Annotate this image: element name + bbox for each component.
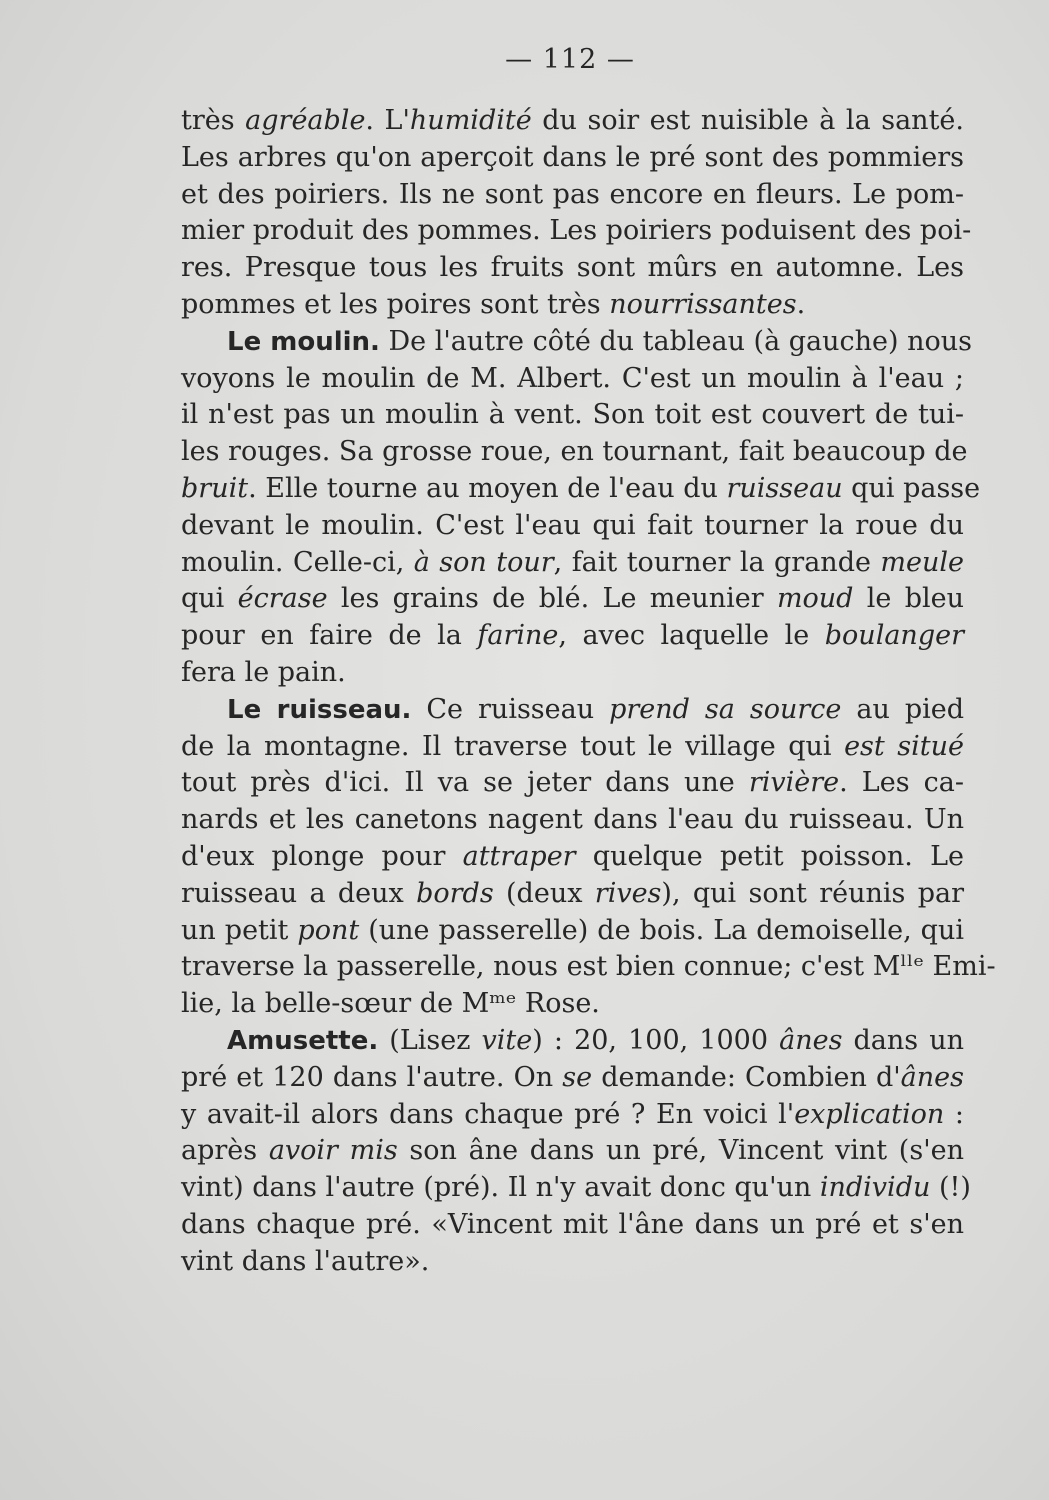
text-segment: . Elle tourne au moyen de l'eau du <box>248 472 727 504</box>
italic-term: ânes <box>900 1061 964 1093</box>
text-segment: vint dans l'autre». <box>181 1245 430 1277</box>
text-line <box>181 618 964 655</box>
text-segment: quelque petit poisson. Le <box>575 840 964 872</box>
text-line <box>181 949 996 986</box>
italic-term: bords <box>416 877 494 909</box>
italic-term: à son tour <box>413 546 554 578</box>
section-heading: Le moulin. <box>227 326 380 357</box>
text-line <box>181 140 964 177</box>
text-line <box>181 1097 964 1134</box>
text-line <box>181 508 964 545</box>
text-segment: Les arbres qu'on aperçoit dans le pré sont des pommiers <box>181 141 964 173</box>
text-line <box>181 765 964 802</box>
text-segment: le bleu <box>853 583 964 615</box>
italic-term: prend sa source <box>609 693 842 725</box>
text-line <box>181 434 968 471</box>
italic-term: attraper <box>462 840 576 872</box>
text-line <box>181 471 981 508</box>
italic-term: rivière <box>748 767 840 799</box>
text-segment: les grains de blé. Le meunier <box>327 583 777 615</box>
text-line <box>181 876 964 913</box>
text-segment: : <box>944 1098 964 1130</box>
italic-term: bruit <box>181 472 249 504</box>
text-segment: pommes et les poires sont très <box>181 288 610 320</box>
text-segment: (Lisez <box>378 1024 482 1056</box>
text-segment: son âne dans un pré, Vincent vint (s'en <box>397 1135 964 1167</box>
text-line <box>181 1170 971 1207</box>
italic-term: meule <box>880 546 964 578</box>
text-segment: (une passerelle) de bois. La demoiselle, qui <box>359 914 964 946</box>
italic-term: individu <box>819 1172 931 1204</box>
text-segment: après <box>181 1135 269 1167</box>
text-segment: . Les ca- <box>839 767 964 799</box>
section-heading: Amusette. <box>227 1025 379 1056</box>
text-line <box>181 1133 964 1170</box>
text-line <box>181 1023 964 1060</box>
text-line <box>181 361 964 398</box>
text-segment: ruisseau a deux <box>181 877 417 909</box>
paragraph <box>181 324 981 692</box>
text-segment: , fait tourner la grande <box>553 546 881 578</box>
text-segment: . <box>796 288 806 320</box>
text-segment: tout près d'ici. Il va se jeter dans une <box>181 767 749 799</box>
text-segment: pour en faire de la <box>181 620 478 652</box>
text-segment: dans un <box>842 1024 965 1056</box>
text-segment: (deux <box>493 877 595 909</box>
text-segment: Ce ruisseau <box>411 693 610 725</box>
text-segment: , avec laquelle le <box>558 620 825 652</box>
italic-term: moud <box>776 583 854 615</box>
text-line <box>181 692 964 729</box>
text-segment: voyons le moulin de M. Albert. C'est un moulin à l'eau ; <box>181 362 964 394</box>
text-segment: demande: Combien d' <box>592 1061 901 1093</box>
text-segment: de la montagne. Il traverse tout le village qui <box>181 730 845 762</box>
italic-term: avoir mis <box>268 1135 398 1167</box>
text-line <box>181 177 964 214</box>
text-segment: traverse la passerelle, nous est bien connue; c'est Mˡˡᵉ Emi- <box>181 951 996 983</box>
italic-term: écrase <box>237 583 328 615</box>
text-line <box>181 839 964 876</box>
text-segment: d'eux plonge pour <box>181 840 463 872</box>
section-heading: Le ruisseau. <box>227 694 412 725</box>
italic-term: farine <box>477 620 559 652</box>
text-segment: devant le moulin. C'est l'eau qui fait tourner la roue du <box>181 509 964 541</box>
paragraph <box>181 1023 971 1281</box>
text-segment: un petit <box>181 914 298 946</box>
italic-term: se <box>562 1061 593 1093</box>
text-segment: y avait-il alors dans chaque pré ? En voici l' <box>181 1098 795 1130</box>
text-segment: qui passe <box>842 472 981 504</box>
italic-term: ânes <box>779 1024 843 1056</box>
text-segment: ), qui sont réunis par <box>661 877 964 909</box>
text-line <box>181 581 964 618</box>
italic-term: explication <box>794 1098 945 1130</box>
text-line <box>181 1060 964 1097</box>
text-segment: res. Presque tous les fruits sont mûrs en automne. Les <box>181 252 964 284</box>
text-segment: et des poiriers. Ils ne sont pas encore en fleurs. Le pom- <box>181 178 964 210</box>
text-segment: nards et les canetons nagent dans l'eau du ruisseau. Un <box>181 804 964 836</box>
text-segment: du soir est nuisible à la santé. <box>531 105 964 136</box>
text-line <box>181 1207 964 1244</box>
text-segment: fera le pain. <box>181 656 346 688</box>
text-line <box>181 287 964 324</box>
text-line <box>181 986 964 1023</box>
text-segment: lie, la belle-sœur de Mᵐᵉ Rose. <box>181 988 600 1020</box>
italic-term: vite <box>481 1024 533 1056</box>
italic-term: boulanger <box>824 620 964 652</box>
text-line <box>181 655 964 692</box>
text-line <box>181 729 964 766</box>
body-text <box>181 103 996 1281</box>
italic-term: humidité <box>409 105 532 136</box>
italic-term: nourrissantes <box>609 288 797 320</box>
text-line <box>181 213 972 250</box>
italic-term: ruisseau <box>726 472 843 504</box>
italic-term: pont <box>297 914 360 946</box>
text-segment: moulin. Celle-ci, <box>181 546 414 578</box>
text-line <box>181 1244 964 1281</box>
italic-term: rives <box>594 877 662 909</box>
text-line <box>181 802 964 839</box>
text-segment: mier produit des pommes. Les poiriers poduisent des poi- <box>181 215 972 247</box>
paragraph <box>181 103 972 324</box>
text-line <box>181 397 964 434</box>
italic-term: agréable <box>245 105 366 136</box>
text-line <box>181 913 964 950</box>
text-line <box>181 324 973 361</box>
text-segment: vint) dans l'autre (pré). Il n'y avait donc qu'un <box>181 1172 820 1204</box>
text-line <box>181 103 964 140</box>
text-segment: ) : 20, 100, 1000 <box>532 1024 780 1056</box>
text-line <box>181 250 964 287</box>
text-segment: De l'autre côté du tableau (à gauche) nous <box>379 325 973 357</box>
text-segment: les rouges. Sa grosse roue, en tournant, fait beaucoup de <box>181 436 968 468</box>
paragraph <box>181 692 996 1023</box>
italic-term: est situé <box>844 730 964 762</box>
text-segment: pré et 120 dans l'autre. On <box>181 1061 563 1093</box>
text-segment: dans chaque pré. «Vincent mit l'âne dans un pré et s'en <box>181 1208 964 1240</box>
text-segment: il n'est pas un moulin à vent. Son toit est couvert de tui- <box>181 399 964 431</box>
text-line <box>181 545 964 582</box>
text-segment: . L' <box>365 105 410 136</box>
text-segment: au pied <box>841 693 965 725</box>
text-segment: très <box>181 105 246 136</box>
text-segment: (!) <box>930 1172 971 1204</box>
text-segment: qui <box>181 583 238 615</box>
page-number: — 112 — <box>505 44 635 75</box>
